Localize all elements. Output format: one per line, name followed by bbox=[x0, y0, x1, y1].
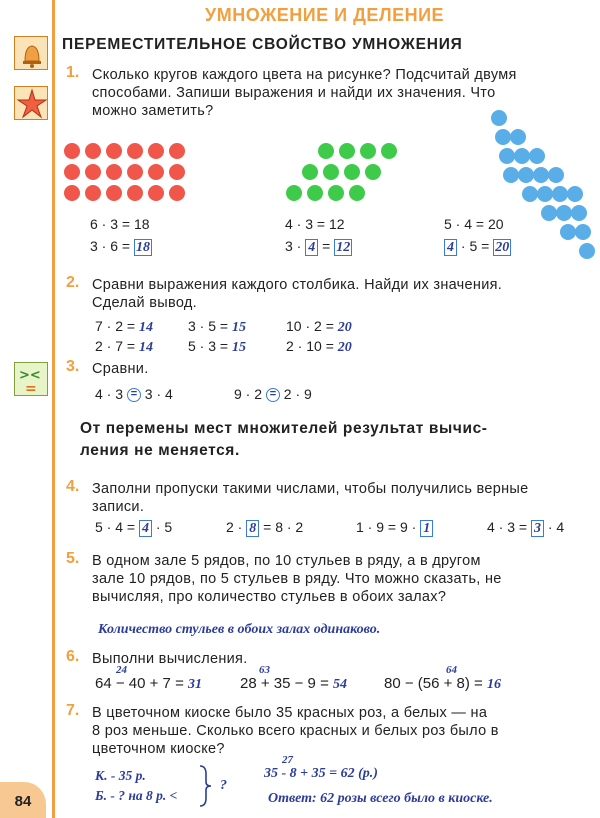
answer-box: 3 bbox=[531, 520, 544, 537]
red-circle bbox=[148, 143, 164, 159]
answer: 16 bbox=[487, 677, 501, 692]
blue-circle bbox=[510, 129, 526, 145]
task5-answer: Количество стульев в обоих залах одинаково. bbox=[98, 622, 381, 637]
green-circle bbox=[360, 143, 376, 159]
task2-row bbox=[286, 338, 352, 356]
task4-item bbox=[226, 519, 303, 537]
page-number: 84 bbox=[0, 782, 46, 818]
expression: 2 · 7 = bbox=[95, 338, 136, 354]
task1-number: 1. bbox=[66, 64, 80, 81]
red-circle bbox=[64, 164, 80, 180]
red-circle bbox=[127, 164, 143, 180]
short-note-k: К. - 35 р. bbox=[95, 768, 146, 783]
expression: 2 · 10 = bbox=[286, 338, 334, 354]
answer: 14 bbox=[138, 320, 153, 335]
task2-row bbox=[188, 338, 246, 356]
intermediate-result: 63 bbox=[259, 664, 270, 676]
green-circle bbox=[328, 185, 344, 201]
short-note-b: Б. - ? на 8 р. < bbox=[95, 788, 178, 803]
red-circle bbox=[148, 185, 164, 201]
star-icon bbox=[14, 86, 48, 120]
expression: 3 · 5 = bbox=[188, 318, 229, 334]
task4-item bbox=[487, 519, 564, 537]
answer-box: 12 bbox=[336, 239, 351, 255]
blue-circle bbox=[495, 129, 511, 145]
rule-line: ления не меняется. bbox=[80, 442, 240, 459]
task7-line: цветочном киоске? bbox=[92, 741, 225, 757]
task1-line: Сколько кругов каждого цвета на рисунке? Подсчитай двумя bbox=[92, 67, 517, 83]
task4-text bbox=[92, 480, 587, 516]
blue-circle bbox=[518, 167, 534, 183]
expression: 7 · 2 = bbox=[95, 318, 136, 334]
answer-box: 4 bbox=[444, 239, 457, 256]
red-circle bbox=[169, 185, 185, 201]
red-circle bbox=[127, 143, 143, 159]
task1-line: можно заметить? bbox=[92, 103, 214, 119]
task2-number: 2. bbox=[66, 274, 80, 291]
green-circle bbox=[344, 164, 360, 180]
red-circle bbox=[85, 143, 101, 159]
red-circle bbox=[127, 185, 143, 201]
expression: 64 − 40 + 7 = bbox=[95, 675, 184, 692]
expression: 1 · 9 = 9 · bbox=[356, 519, 417, 535]
blue-circle bbox=[503, 167, 519, 183]
task1-line: способами. Запиши выражения и найди их значения. Что bbox=[92, 85, 496, 101]
blue-circle bbox=[567, 186, 583, 202]
expression: 4 · 3 = bbox=[487, 519, 528, 535]
red-circle bbox=[169, 143, 185, 159]
answer: 14 bbox=[138, 340, 153, 355]
red-circle bbox=[106, 185, 122, 201]
task2-line: Сравни выражения каждого столбика. Найди их значения. bbox=[92, 277, 503, 293]
green-circle bbox=[302, 164, 318, 180]
task2-row bbox=[286, 318, 352, 336]
task3-item bbox=[234, 386, 312, 402]
task1-green-expr bbox=[285, 238, 352, 256]
intermediate-result: 27 bbox=[282, 754, 293, 766]
answer: 15 bbox=[231, 320, 246, 335]
task3-text: Сравни. bbox=[92, 361, 149, 377]
task6-item bbox=[240, 675, 347, 693]
red-circle bbox=[169, 164, 185, 180]
green-circle bbox=[307, 185, 323, 201]
blue-circle bbox=[548, 167, 564, 183]
expression: 2 · bbox=[226, 519, 243, 535]
task5-line: В одном зале 5 рядов, по 10 стульев в ряду, а в другом bbox=[92, 553, 481, 569]
green-circle bbox=[381, 143, 397, 159]
task7-text bbox=[92, 704, 587, 758]
expression: · 5 bbox=[155, 519, 173, 535]
task6-text: Выполни вычисления. bbox=[92, 651, 248, 667]
task2-text bbox=[92, 276, 587, 312]
task7-line: 8 роз меньше. Сколько всего красных и белых роз было в bbox=[92, 723, 499, 739]
svg-text:><: >< bbox=[19, 368, 41, 383]
blue-circle bbox=[499, 148, 515, 164]
intermediate-result: 24 bbox=[116, 664, 127, 676]
answer-box: 4 bbox=[305, 239, 318, 256]
task4-line: Заполни пропуски такими числами, чтобы получились верные bbox=[92, 481, 529, 497]
blue-circle bbox=[541, 205, 557, 221]
expression: = bbox=[322, 238, 331, 254]
task6-item bbox=[384, 675, 501, 693]
task5-text bbox=[92, 552, 587, 606]
bell-icon bbox=[14, 36, 48, 70]
green-circle bbox=[365, 164, 381, 180]
task4-item bbox=[356, 519, 433, 537]
task4-number: 4. bbox=[66, 478, 80, 495]
expression: 3 · 4 bbox=[144, 386, 173, 402]
blue-circle bbox=[514, 148, 530, 164]
task1-red-expr bbox=[90, 238, 152, 256]
task1-green-given: 4 · 3 = 12 bbox=[285, 216, 345, 232]
task7-solution: 35 - 8 + 35 = 62 (р.) bbox=[264, 766, 378, 781]
answer: 31 bbox=[188, 677, 202, 692]
red-circle bbox=[148, 164, 164, 180]
expression: 10 · 2 = bbox=[286, 318, 334, 334]
answer-box: 4 bbox=[139, 520, 152, 537]
task1-blue-given: 5 · 4 = 20 bbox=[444, 216, 504, 232]
expression: 80 − (56 + 8) = bbox=[384, 675, 483, 692]
expression: 4 · 3 bbox=[95, 386, 124, 402]
expression: · 5 = bbox=[460, 238, 490, 254]
task3-number: 3. bbox=[66, 358, 80, 375]
answer-box: 8 bbox=[246, 520, 259, 537]
task7-line: В цветочном киоске было 35 красных роз, а белых — на bbox=[92, 705, 488, 721]
expression: · 4 bbox=[547, 519, 565, 535]
task2-line: Сделай вывод. bbox=[92, 295, 197, 311]
intermediate-result: 64 bbox=[446, 664, 457, 676]
task1-red-given: 6 · 3 = 18 bbox=[90, 216, 150, 232]
blue-circle bbox=[533, 167, 549, 183]
question-mark: ? bbox=[220, 778, 227, 793]
compare-signs-icon bbox=[14, 362, 48, 396]
answer: 20 bbox=[337, 340, 352, 355]
task3-item bbox=[95, 386, 173, 402]
expression: 5 · 4 = bbox=[95, 519, 136, 535]
task5-line: вычисляя, про количество стульев в обоих залах? bbox=[92, 589, 447, 605]
task7-answer: Ответ: 62 розы всего было в киоске. bbox=[268, 791, 493, 806]
answer-box: 20 bbox=[495, 239, 510, 255]
section-title: ПЕРЕМЕСТИТЕЛЬНОЕ СВОЙСТВО УМНОЖЕНИЯ bbox=[62, 36, 463, 53]
answer: 15 bbox=[231, 340, 246, 355]
task2-row bbox=[188, 318, 246, 336]
task1-blue-expr bbox=[444, 238, 511, 256]
expression: = 8 · 2 bbox=[263, 519, 304, 535]
expression: 2 · 9 bbox=[283, 386, 312, 402]
task5-number: 5. bbox=[66, 550, 80, 567]
blue-circle bbox=[491, 110, 507, 126]
task6-number: 6. bbox=[66, 648, 80, 665]
task4-line: записи. bbox=[92, 499, 145, 515]
blue-circle bbox=[560, 224, 576, 240]
red-circle bbox=[106, 143, 122, 159]
expression: 3 · bbox=[285, 238, 302, 254]
brace bbox=[198, 764, 212, 808]
task7-number: 7. bbox=[66, 702, 80, 719]
rule-text bbox=[80, 418, 580, 462]
margin-line bbox=[52, 0, 55, 818]
expression: 5 · 3 = bbox=[188, 338, 229, 354]
expression: 28 + 35 − 9 = bbox=[240, 675, 329, 692]
answer: 54 bbox=[333, 677, 347, 692]
blue-circle bbox=[575, 224, 591, 240]
red-circle bbox=[64, 143, 80, 159]
blue-circle bbox=[529, 148, 545, 164]
blue-circle bbox=[522, 186, 538, 202]
compare-circle: = bbox=[266, 388, 280, 402]
task1-text bbox=[92, 66, 587, 120]
blue-circle bbox=[571, 205, 587, 221]
task2-row bbox=[95, 318, 153, 336]
green-circle bbox=[339, 143, 355, 159]
green-circle bbox=[323, 164, 339, 180]
task5-line: зале 10 рядов, по 5 стульев в ряду. Что можно сказать, не bbox=[92, 571, 502, 587]
page-title: УМНОЖЕНИЕ И ДЕЛЕНИЕ bbox=[205, 5, 445, 25]
blue-circle bbox=[556, 205, 572, 221]
answer-box: 1 bbox=[420, 520, 433, 537]
blue-circle bbox=[579, 243, 595, 259]
answer: 20 bbox=[337, 320, 352, 335]
task2-row bbox=[95, 338, 153, 356]
blue-circle bbox=[552, 186, 568, 202]
rule-line: От перемены мест множителей результат вычис- bbox=[80, 420, 488, 437]
svg-text:=: = bbox=[25, 381, 37, 397]
blue-circle bbox=[537, 186, 553, 202]
answer-box: 18 bbox=[135, 239, 150, 255]
green-circle bbox=[318, 143, 334, 159]
red-circle bbox=[106, 164, 122, 180]
red-circle bbox=[85, 164, 101, 180]
expression: 3 · 6 = bbox=[90, 238, 131, 254]
red-circle bbox=[64, 185, 80, 201]
red-circle bbox=[85, 185, 101, 201]
task4-item bbox=[95, 519, 172, 537]
green-circle bbox=[349, 185, 365, 201]
compare-circle: = bbox=[127, 388, 141, 402]
green-circle bbox=[286, 185, 302, 201]
task6-item bbox=[95, 675, 202, 693]
expression: 9 · 2 bbox=[234, 386, 263, 402]
